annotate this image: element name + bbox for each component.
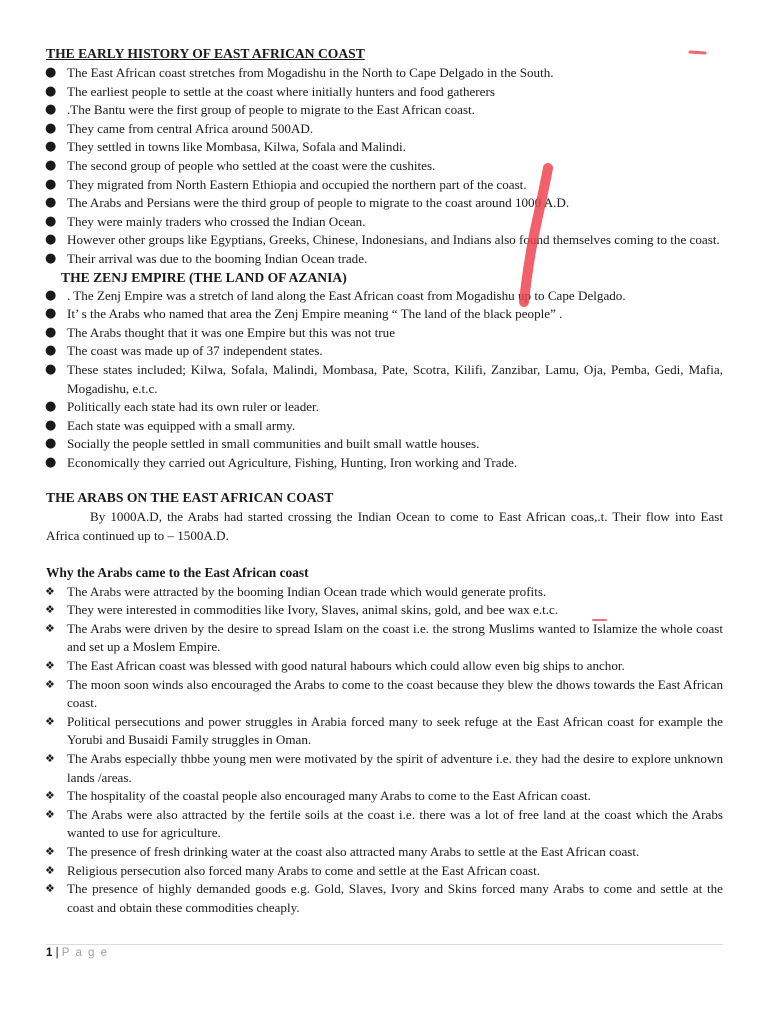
list-item-text: They were mainly traders who crossed the Indian Ocean. — [67, 213, 366, 229]
diamond-bullet-icon: ❖ — [45, 603, 55, 617]
list-item-text: Each state was equipped with a small army. — [67, 417, 296, 433]
bullet-icon: ● — [45, 157, 57, 173]
list-item-text: They settled in towns like Mombasa, Kilwa, Sofala and Malindi. — [67, 139, 406, 155]
arabs-intro-paragraph: By 1000A.D, the Arabs had started crossing the Indian Ocean to come to East African coas,.t. Their flow into East Africa continued up to – 1500A.D. — [46, 509, 723, 544]
diamond-bullet-icon: ❖ — [45, 752, 55, 765]
list-item-text: . The Zenj Empire was a stretch of land along the East African coast from Mogadishu up to Cape Delgado. — [67, 287, 626, 303]
pen-mark-dash-top — [690, 52, 705, 53]
list-item-text: Religious persecution also forced many Arabs to come and settle at the East African coast. — [67, 862, 541, 878]
list-item-text: These states included; Kilwa, Sofala, Malindi, Mombasa, Pate, Scotra, Kilifi, Zanzibar, Lamu, Oja, Pemba, Gedi, Mafia, Mogadishu, e.t.c. — [67, 361, 723, 396]
list-item-text: It’ s the Arabs who named that area the Zenj Empire meaning “ The land of the black people” . — [67, 306, 563, 322]
bullet-icon: ● — [45, 361, 57, 377]
list-item-text: They were interested in commodities like Ivory, Slaves, animal skins, gold, and bee wax e.t.c. — [67, 602, 559, 618]
bullet-icon: ● — [45, 454, 57, 470]
diamond-bullet-icon: ❖ — [45, 584, 55, 598]
bullet-icon: ● — [45, 102, 57, 118]
list-item-text: The Arabs were driven by the desire to spread Islam on the coast i.e. the strong Muslims wanted to Islamize the whole coast and set up a Moslem Empire. — [67, 620, 723, 655]
section-title-zenj-empire: THE ZENJ EMPIRE (THE LAND OF AZANIA) — [61, 269, 347, 285]
list-item-text: Their arrival was due to the booming Indian Ocean trade. — [67, 250, 368, 266]
section-title-arabs: THE ARABS ON THE EAST AFRICAN COAST — [46, 490, 334, 506]
bullet-icon: ● — [45, 306, 57, 322]
footer-separator: | — [52, 947, 62, 959]
list-item-text: The earliest people to settle at the coast where initially hunters and food gatherers — [67, 83, 495, 99]
list-item-text: Socially the people settled in small communities and built small wattle houses. — [67, 436, 480, 452]
list-item-text: The Arabs were also attracted by the fertile soils at the coast i.e. there was a lot of free land at the coast which the Arabs wanted to use for agriculture. — [67, 806, 723, 841]
bullet-icon: ● — [45, 436, 57, 452]
bullet-icon: ● — [45, 83, 57, 99]
pen-mark-stroke — [524, 168, 548, 302]
list-item-text: The hospitality of the coastal people also encouraged many Arabs to come to the East African coast. — [67, 788, 591, 804]
diamond-bullet-icon: ❖ — [45, 677, 55, 691]
list-item-text: The presence of highly demanded goods e.g. Gold, Slaves, Ivory and Skins forced many Arabs to come and settle at the coast and obtain these commodities cheaply. — [67, 881, 723, 915]
bullet-icon: ● — [45, 139, 57, 155]
bullet-icon: ● — [45, 324, 57, 340]
list-item-text: Politically each state had its own ruler or leader. — [67, 399, 319, 415]
list-item-text: The presence of fresh drinking water at the coast also attracted many Arabs to settle at the East African coast. — [67, 843, 640, 859]
diamond-bullet-icon: ❖ — [45, 659, 55, 673]
list-item-text: They migrated from North Eastern Ethiopia and occupied the northern part of the coast. — [67, 176, 527, 192]
list-item-text: The moon soon winds also encouraged the Arabs to come to the coast because they blew the dhows towards the East African coast. — [67, 676, 723, 711]
list-item-text: Political persecutions and power struggles in Arabia forced many to seek refuge at the East African coast for example the Yorubi and Busaidi Family struggles in Oman. — [67, 713, 723, 748]
section-title-early-history: THE EARLY HISTORY OF EAST AFRICAN COAST — [46, 46, 365, 61]
bullet-icon: ● — [45, 120, 57, 136]
bullet-icon: ● — [45, 250, 57, 266]
why-arabs-came-heading: Why the Arabs came to the East African coast — [46, 564, 309, 580]
bullet-icon: ● — [45, 213, 57, 229]
bullet-icon: ● — [45, 176, 57, 192]
diamond-bullet-icon: ❖ — [45, 882, 55, 896]
list-item-text: The Arabs thought that it was one Empire but this was not true — [67, 324, 396, 340]
list-item-text: They came from central Africa around 500AD. — [67, 120, 314, 136]
list-item-text: .The Bantu were the first group of people to migrate to the East African coast. — [67, 102, 475, 118]
bullet-icon: ● — [45, 232, 57, 248]
bullet-icon: ● — [45, 343, 57, 359]
list-item-text: The coast was made up of 37 independent states. — [67, 343, 323, 359]
bullet-icon: ● — [45, 287, 57, 303]
list-item-text: The East African coast stretches from Mogadishu in the North to Cape Delgado in the South. — [67, 65, 554, 80]
list-item-text: The Arabs and Persians were the third group of people to migrate to the coast around 1000 A.D. — [67, 195, 570, 211]
page-label: P a g e — [61, 947, 109, 959]
bullet-icon: ● — [45, 195, 57, 211]
diamond-bullet-icon: ❖ — [45, 621, 55, 635]
page-number: 1 — [46, 947, 53, 959]
list-item-text: The East African coast was blessed with good natural habours which could allow even big ships to anchor. — [67, 658, 625, 674]
bullet-icon: ● — [45, 417, 57, 433]
list-item-text: The second group of people who settled at the coast were the cushites. — [67, 157, 436, 173]
bullet-icon: ● — [45, 65, 57, 80]
diamond-bullet-icon: ❖ — [45, 714, 55, 728]
list-item-text: The Arabs especially thbbe young men were motivated by the spirit of adventure i.e. they had the desire to explore unknown lands /areas. — [67, 751, 723, 785]
list-item-text: However other groups like Egyptians, Greeks, Chinese, Indonesians, and Indians also found themselves coming to the coast. — [67, 232, 720, 248]
diamond-bullet-icon: ❖ — [45, 863, 55, 877]
list-item-text: The Arabs were attracted by the booming Indian Ocean trade which would generate profits. — [67, 583, 547, 599]
bullet-icon: ● — [45, 399, 57, 415]
diamond-bullet-icon: ❖ — [45, 807, 55, 821]
diamond-bullet-icon: ❖ — [45, 789, 55, 803]
diamond-bullet-icon: ❖ — [45, 844, 55, 858]
list-item-text: Economically they carried out Agriculture, Fishing, Hunting, Iron working and Trade. — [67, 454, 518, 470]
